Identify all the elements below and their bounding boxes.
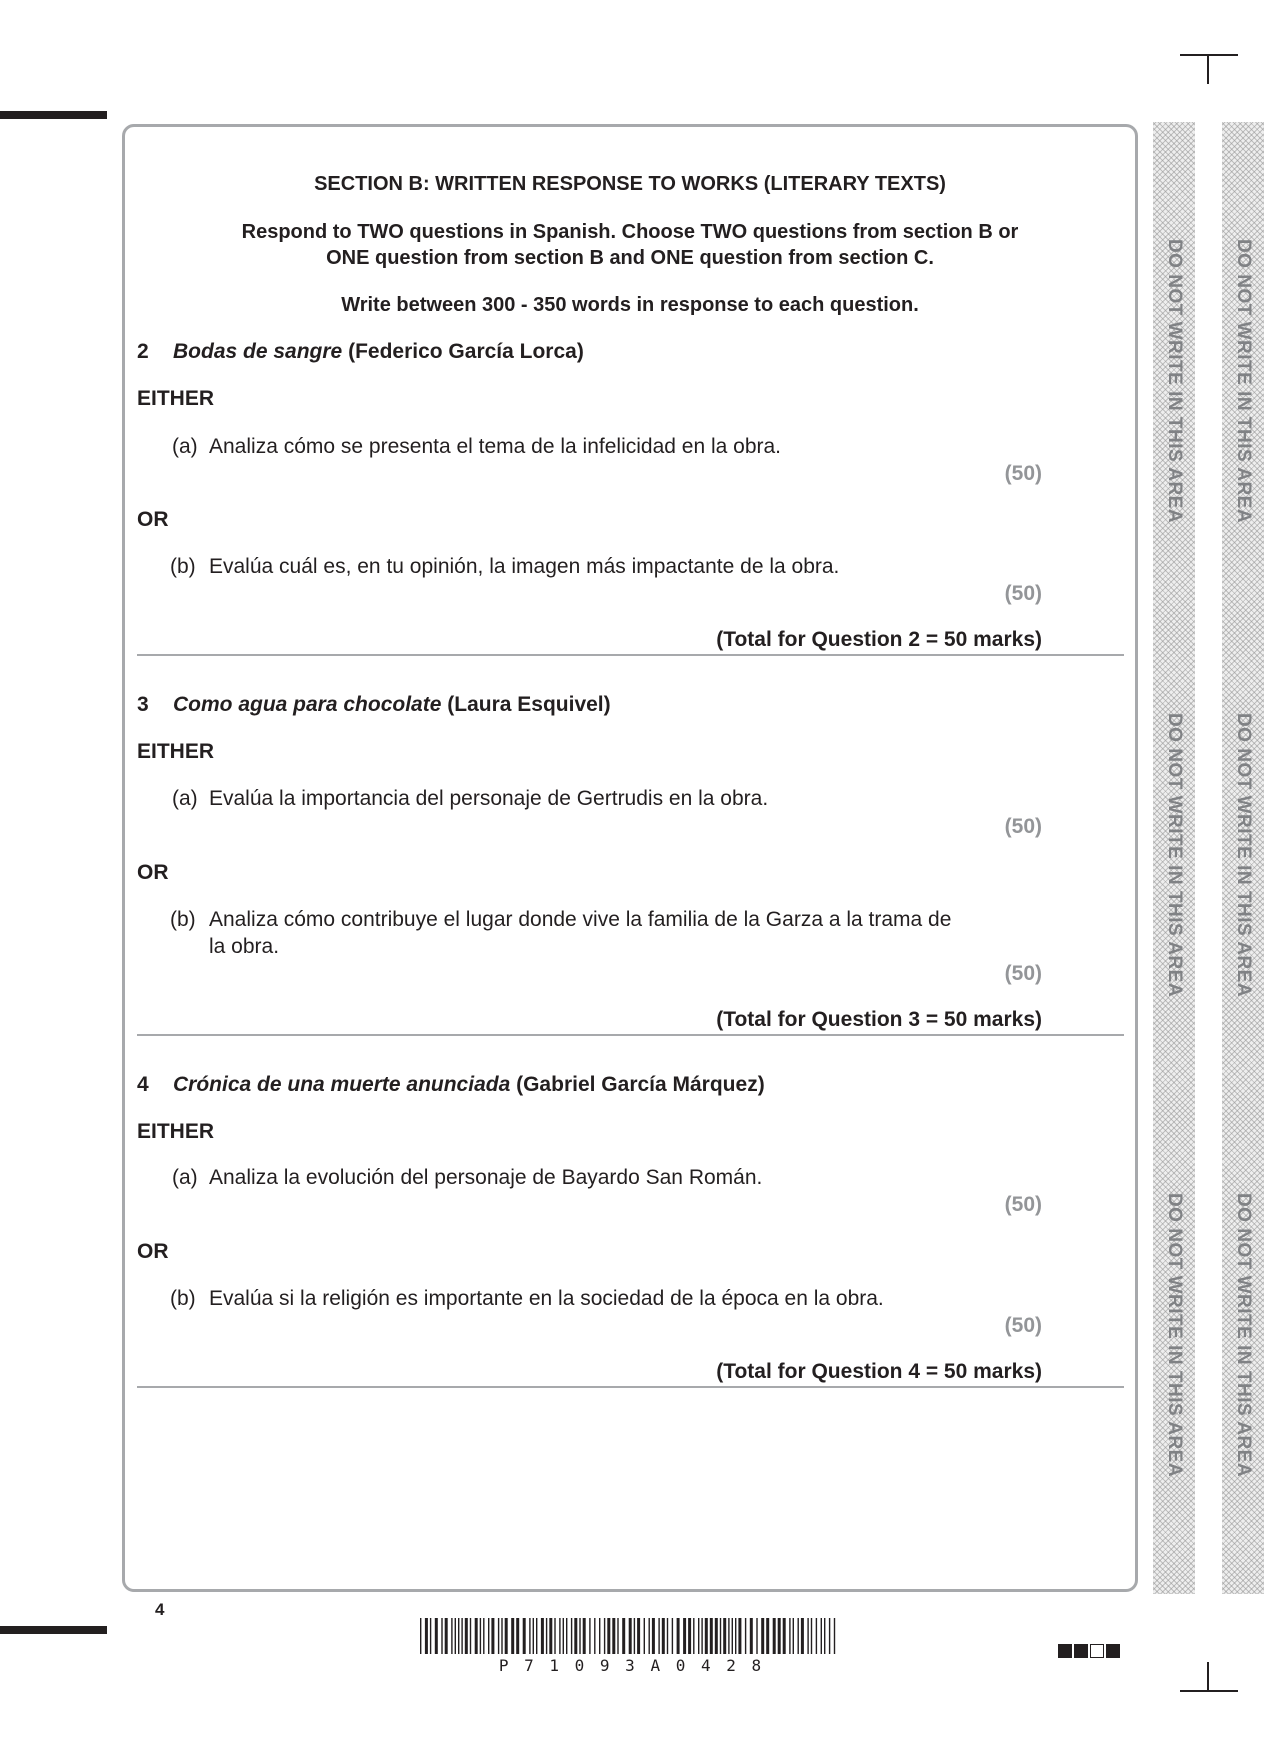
barcode-bar [617, 1618, 618, 1654]
barcode-bar [693, 1618, 694, 1654]
barcode-bar [698, 1618, 699, 1654]
barcode-bar [607, 1618, 610, 1654]
part-b-text-continued: la obra. [209, 935, 280, 958]
barcode-text: P 7 1 0 9 3 A 0 4 2 8 [498, 1656, 762, 1675]
barcode-bar [783, 1618, 786, 1654]
barcode-bar [701, 1618, 702, 1654]
barcode-bar [549, 1618, 552, 1654]
barcode-bar [723, 1618, 726, 1654]
barcode-bar [501, 1618, 502, 1654]
barcode-bar [559, 1618, 560, 1654]
crop-mark-bottom-v [1207, 1662, 1209, 1692]
question-total: (Total for Question 3 = 50 marks) [716, 1008, 1042, 1031]
left-edge-bar-bottom [0, 1626, 107, 1634]
left-edge-bar-top [0, 111, 107, 119]
word-limit: Write between 300 - 350 words in response to each question. [341, 294, 919, 316]
barcode-bar [461, 1618, 462, 1654]
barcode-bar [789, 1618, 790, 1654]
part-b-label: (b) [170, 1287, 196, 1310]
barcode-bar [801, 1618, 804, 1654]
part-a-marks: (50) [1004, 815, 1042, 838]
barcode-bar [745, 1618, 746, 1654]
barcode-bar [735, 1618, 736, 1654]
work-title: Crónica de una muerte anunciada [173, 1073, 511, 1096]
part-a-label: (a) [172, 435, 198, 458]
barcode-bar [649, 1618, 650, 1654]
question-heading [173, 1073, 765, 1097]
part-a-marks: (50) [1004, 462, 1042, 485]
question-total: (Total for Question 2 = 50 marks) [716, 628, 1042, 651]
barcode-bar [465, 1618, 468, 1654]
barcode-bar [622, 1618, 625, 1654]
work-title: Bodas de sangre [173, 340, 343, 363]
or-label: OR [137, 861, 169, 884]
part-b-text: Analiza cómo contribuye el lugar donde vive la familia de la Garza a la trama de [209, 908, 952, 931]
barcode-bar [594, 1618, 595, 1654]
question-number: 4 [137, 1073, 149, 1096]
question-heading [173, 340, 584, 364]
barcode-bar [773, 1618, 776, 1654]
work-author: (Gabriel García Márquez) [516, 1073, 765, 1096]
barcode-bar [672, 1618, 673, 1654]
margin-warning: DO NOT WRITE IN THIS AREA [1164, 1192, 1185, 1478]
margin-warning: DO NOT WRITE IN THIS AREA [1233, 712, 1254, 998]
question-number: 2 [137, 340, 149, 363]
barcode-bar [715, 1618, 718, 1654]
either-label: EITHER [137, 740, 215, 763]
barcode-bar [720, 1618, 721, 1654]
barcode-bar [599, 1618, 600, 1654]
barcode-bar [420, 1618, 421, 1654]
barcode-bar [683, 1618, 686, 1654]
barcode-bar [451, 1618, 452, 1654]
barcode-bar [430, 1618, 431, 1654]
barcode-bar [644, 1618, 645, 1654]
barcode-bar [834, 1618, 835, 1654]
part-b-marks: (50) [1004, 582, 1042, 605]
barcode-bar [629, 1618, 632, 1654]
part-a-text: Evalúa la importancia del personaje de Gertrudis en la obra. [209, 787, 769, 810]
barcode-bar [604, 1618, 605, 1654]
barcode-bar [491, 1618, 494, 1654]
instruction-line-1: Respond to TWO questions in Spanish. Choose TWO questions from section B or [241, 221, 1019, 243]
question-total: (Total for Question 4 = 50 marks) [716, 1360, 1042, 1383]
part-b-text: Evalúa cuál es, en tu opinión, la imagen más impactante de la obra. [209, 555, 840, 578]
barcode-bar [612, 1618, 615, 1654]
barcode-bar [793, 1618, 794, 1654]
barcode-bar [778, 1618, 781, 1654]
barcode-bar [738, 1618, 741, 1654]
barcode-bar [566, 1618, 567, 1654]
barcode-bar [589, 1618, 590, 1654]
barcode-bar [662, 1618, 665, 1654]
either-label: EITHER [137, 1120, 215, 1143]
part-a-text: Analiza cómo se presenta el tema de la infelicidad en la obra. [209, 435, 782, 458]
part-a-marks: (50) [1004, 1193, 1042, 1216]
barcode-bar [546, 1618, 547, 1654]
barcode-bar [533, 1618, 534, 1654]
work-author: (Federico García Lorca) [348, 340, 584, 363]
barcode-bar [455, 1618, 456, 1654]
question-number: 3 [137, 693, 149, 716]
page-number: 4 [155, 1600, 165, 1619]
barcode-bar [579, 1618, 580, 1654]
barcode-bar [761, 1618, 764, 1654]
barcode-bar [574, 1618, 577, 1654]
barcode-bar [488, 1618, 489, 1654]
margin-warning: DO NOT WRITE IN THIS AREA [1233, 238, 1254, 524]
margin-warning: DO NOT WRITE IN THIS AREA [1164, 238, 1185, 524]
barcode-bar [523, 1618, 526, 1654]
barcode-bar [529, 1618, 530, 1654]
instruction-line-2: ONE question from section B and ONE question from section C. [326, 247, 934, 269]
barcode-bar [677, 1618, 680, 1654]
question-heading [173, 693, 611, 717]
barcode-bar [824, 1618, 825, 1654]
crop-mark-top-h [1180, 54, 1238, 56]
part-a-label: (a) [172, 1166, 198, 1189]
work-title: Como agua para chocolate [173, 693, 442, 716]
barcode-bar [710, 1618, 713, 1654]
barcode-bar [807, 1618, 808, 1654]
barcode-bar [505, 1618, 508, 1654]
part-b-text: Evalúa si la religión es importante en la sociedad de la época en la obra. [209, 1287, 884, 1310]
margin-strip-inner [1153, 122, 1195, 1594]
margin-strip-outer [1222, 122, 1264, 1594]
part-a-text: Analiza la evolución del personaje de Bayardo San Román. [209, 1166, 763, 1189]
barcode-bar [811, 1618, 812, 1654]
barcode-bar [470, 1618, 471, 1654]
crop-mark-bottom-h [1180, 1690, 1238, 1692]
part-a-label: (a) [172, 787, 198, 810]
barcode-bar [563, 1618, 564, 1654]
barcode-bar [475, 1618, 478, 1654]
barcode-bar [829, 1618, 830, 1654]
barcode-bar [756, 1618, 757, 1654]
barcode-bar [483, 1618, 484, 1654]
either-label: EITHER [137, 387, 215, 410]
barcode-bar [667, 1618, 668, 1654]
part-b-marks: (50) [1004, 962, 1042, 985]
barcode-bar [634, 1618, 635, 1654]
barcode-bar [435, 1618, 438, 1654]
crop-mark-top-v [1207, 54, 1209, 84]
part-b-marks: (50) [1004, 1314, 1042, 1337]
barcode-bar [658, 1618, 659, 1654]
divider [137, 1034, 1124, 1036]
barcode-bar [571, 1618, 572, 1654]
barcode-bar [458, 1618, 459, 1654]
barcode-bar [516, 1618, 519, 1654]
divider [137, 1386, 1124, 1388]
part-b-label: (b) [170, 908, 196, 931]
barcode-bar [652, 1618, 655, 1654]
barcode-bar [480, 1618, 481, 1654]
barcode-bar [816, 1618, 817, 1654]
barcode-bar [511, 1618, 514, 1654]
barcode-bar [541, 1618, 544, 1654]
part-b-label: (b) [170, 555, 196, 578]
barcode-bar [637, 1618, 640, 1654]
work-author: (Laura Esquivel) [447, 693, 611, 716]
barcode [420, 1618, 840, 1654]
barcode-bar [821, 1618, 822, 1654]
barcode-bar [498, 1618, 499, 1654]
barcode-bar [583, 1618, 586, 1654]
barcode-bar [728, 1618, 729, 1654]
barcode-bar [798, 1618, 799, 1654]
barcode-bar [425, 1618, 428, 1654]
barcode-bar [766, 1618, 769, 1654]
barcode-bar [441, 1618, 442, 1654]
barcode-bar [688, 1618, 691, 1654]
barcode-bar [705, 1618, 708, 1654]
barcode-bar [536, 1618, 537, 1654]
section-title: SECTION B: WRITTEN RESPONSE TO WORKS (LITERARY TEXTS) [314, 173, 946, 195]
margin-warning: DO NOT WRITE IN THIS AREA [1164, 712, 1185, 998]
or-label: OR [137, 508, 169, 531]
barcode-bar [732, 1618, 733, 1654]
barcode-bar [750, 1618, 753, 1654]
barcode-bar [445, 1618, 448, 1654]
barcode-bar [554, 1618, 555, 1654]
divider [137, 654, 1124, 656]
margin-warning: DO NOT WRITE IN THIS AREA [1233, 1192, 1254, 1478]
page-blocks-marker [1058, 1644, 1122, 1663]
or-label: OR [137, 1240, 169, 1263]
